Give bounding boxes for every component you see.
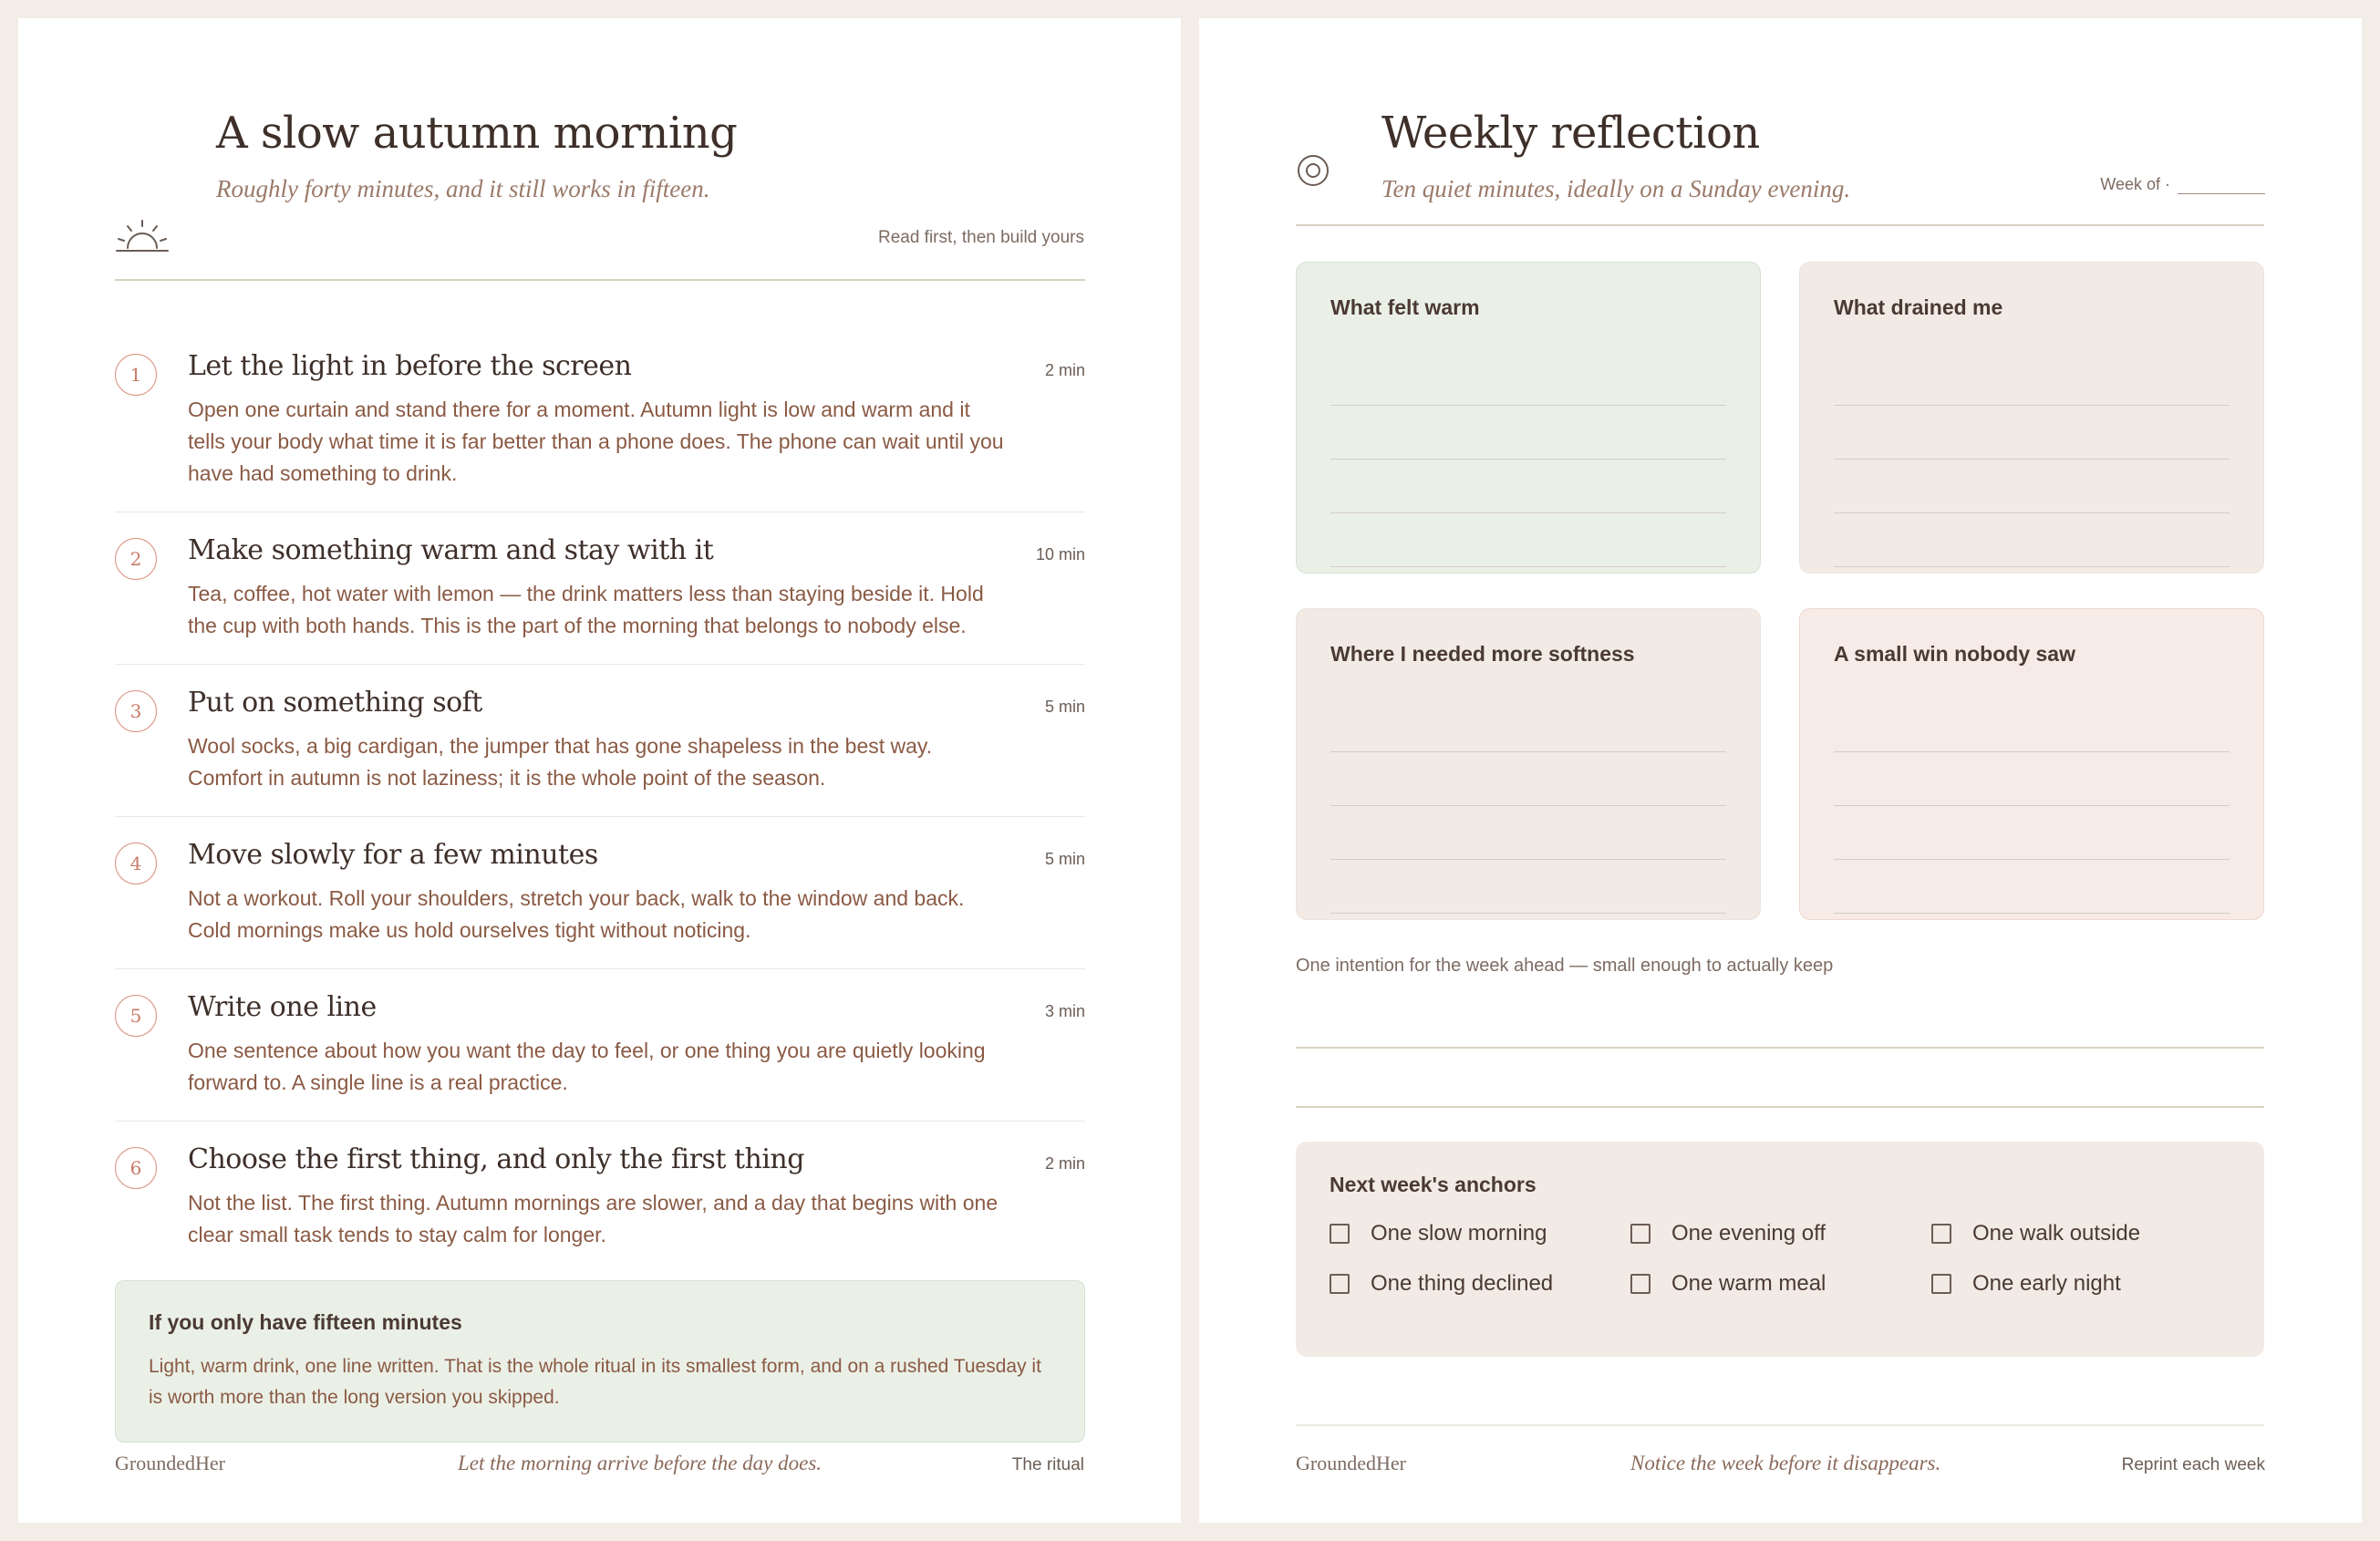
step-title: Make something warm and stay with it <box>188 534 714 566</box>
reflection-card-warm[interactable] <box>1296 262 1761 574</box>
callout-text: Light, warm drink, one line written. That is the whole ritual in its smallest form, and on a rushed Tuesday it is worth more than the long version you skipped. <box>149 1356 1041 1408</box>
step-description: Open one curtain and stand there for a moment. Autumn light is low and warm and it tells your body what time it is far better than a phone does. The phone can wait until you have had something to drink. <box>188 398 1004 485</box>
anchor-label: One warm meal <box>1671 1271 1826 1296</box>
ritual-step <box>115 512 1085 665</box>
ritual-step <box>115 817 1085 969</box>
card-label: What felt warm <box>1330 295 1480 319</box>
intention-line-1[interactable] <box>1296 1047 2264 1049</box>
checkbox[interactable] <box>1931 1224 1951 1244</box>
ritual-step <box>115 328 1085 512</box>
footer-section-label: Reprint each week <box>2121 1455 2265 1474</box>
checkbox[interactable] <box>1330 1224 1350 1244</box>
week-of-field[interactable] <box>2100 175 2265 194</box>
page-title: A slow autumn morning <box>216 108 738 159</box>
anchors-panel <box>1296 1142 2264 1357</box>
page-title: Weekly reflection <box>1381 108 1760 159</box>
reflection-card-small-win[interactable] <box>1799 608 2264 920</box>
step-title: Move slowly for a few minutes <box>188 839 598 871</box>
checkbox[interactable] <box>1931 1274 1951 1294</box>
anchor-label: One early night <box>1972 1271 2121 1296</box>
anchor-label: One slow morning <box>1371 1221 1547 1246</box>
header-divider <box>1296 224 2264 226</box>
ritual-step <box>115 1122 1085 1273</box>
step-number-badge: 4 <box>115 843 157 884</box>
step-title: Let the light in before the screen <box>188 350 632 382</box>
callout-title: If you only have fifteen minutes <box>149 1310 462 1334</box>
intention-label: One intention for the week ahead — small enough to actually keep <box>1296 956 1834 976</box>
step-number-badge: 2 <box>115 538 157 580</box>
week-of-blank[interactable] <box>2178 179 2265 194</box>
writing-lines[interactable] <box>1834 698 2230 914</box>
footer-brand: GroundedHer <box>115 1452 225 1474</box>
anchor-label: One evening off <box>1671 1221 1826 1246</box>
anchor-checkbox-item[interactable] <box>1330 1271 1630 1297</box>
ritual-step <box>115 665 1085 817</box>
step-duration: 5 min <box>1044 850 1085 868</box>
step-description: One sentence about how you want the day to feel, or one thing you are quietly looking forward to. A single line is a real practice. <box>188 1039 986 1094</box>
anchors-grid <box>1330 1221 2230 1297</box>
footer-quote: Let the morning arrive before the day does. <box>458 1452 823 1474</box>
step-title: Write one line <box>188 991 377 1023</box>
anchor-label: One thing declined <box>1371 1271 1554 1296</box>
card-label: Where I needed more softness <box>1330 642 1635 666</box>
ritual-step <box>115 969 1085 1122</box>
page-subtitle: Ten quiet minutes, ideally on a Sunday evening. <box>1381 175 1851 202</box>
step-duration: 2 min <box>1044 361 1085 379</box>
reflection-card-softness[interactable] <box>1296 608 1761 920</box>
page-subtitle: Roughly forty minutes, and it still works in fifteen. <box>216 175 710 202</box>
step-duration: 5 min <box>1044 698 1085 716</box>
step-description: Not a workout. Roll your shoulders, stretch your back, walk to the window and back. Cold mornings make us hold ourselves tight without noticing. <box>188 886 965 942</box>
target-icon <box>1296 153 1330 188</box>
right-page <box>1199 18 2362 1523</box>
left-page <box>18 18 1181 1523</box>
week-of-label: Week of · <box>2100 175 2170 193</box>
step-description: Tea, coffee, hot water with lemon — the drink matters less than staying beside it. Hold the cup with both hands. This is the part of the morning that belongs to nobody else. <box>188 582 984 637</box>
card-label: A small win nobody saw <box>1834 642 2075 666</box>
step-title: Choose the first thing, and only the first thing <box>188 1143 804 1175</box>
step-number-badge: 1 <box>115 354 157 396</box>
ritual-steps <box>115 328 1085 1273</box>
step-duration: 2 min <box>1044 1154 1085 1173</box>
reflection-card-drained[interactable] <box>1799 262 2264 574</box>
step-duration: 3 min <box>1044 1002 1085 1020</box>
step-title: Put on something soft <box>188 687 482 719</box>
anchor-checkbox-item[interactable] <box>1931 1221 2232 1246</box>
step-duration: 10 min <box>1035 545 1085 564</box>
header-meta: Read first, then build yours <box>877 228 1084 247</box>
card-label: What drained me <box>1834 295 2003 319</box>
anchor-checkbox-item[interactable] <box>1630 1221 1931 1246</box>
checkbox[interactable] <box>1630 1274 1650 1294</box>
anchor-label: One walk outside <box>1972 1221 2141 1246</box>
step-number-badge: 5 <box>115 995 157 1037</box>
anchor-checkbox-item[interactable] <box>1931 1271 2232 1297</box>
step-number-badge: 3 <box>115 690 157 732</box>
writing-lines[interactable] <box>1330 352 1726 567</box>
footer-brand: GroundedHer <box>1296 1452 1406 1474</box>
anchors-title: Next week's anchors <box>1330 1173 1537 1196</box>
checkbox[interactable] <box>1330 1274 1350 1294</box>
step-description: Not the list. The first thing. Autumn mornings are slower, and a day that begins with one clear small task tends to stay calm for longer. <box>188 1191 999 1246</box>
anchor-checkbox-item[interactable] <box>1630 1271 1931 1297</box>
intention-line-2[interactable] <box>1296 1106 2264 1108</box>
anchor-checkbox-item[interactable] <box>1330 1221 1630 1246</box>
footer-divider <box>1296 1424 2264 1426</box>
writing-lines[interactable] <box>1330 698 1726 914</box>
header-divider <box>115 279 1085 281</box>
step-description: Wool socks, a big cardigan, the jumper that has gone shapeless in the best way. Comfort in autumn is not laziness; it is the whole point of the season. <box>188 734 933 790</box>
short-version-callout <box>115 1280 1085 1443</box>
footer-quote: Notice the week before it disappears. <box>1630 1452 1941 1474</box>
footer-section-label: The ritual <box>1011 1455 1084 1474</box>
checkbox[interactable] <box>1630 1224 1650 1244</box>
step-number-badge: 6 <box>115 1147 157 1189</box>
writing-lines[interactable] <box>1834 352 2230 567</box>
sunrise-icon <box>115 206 170 264</box>
